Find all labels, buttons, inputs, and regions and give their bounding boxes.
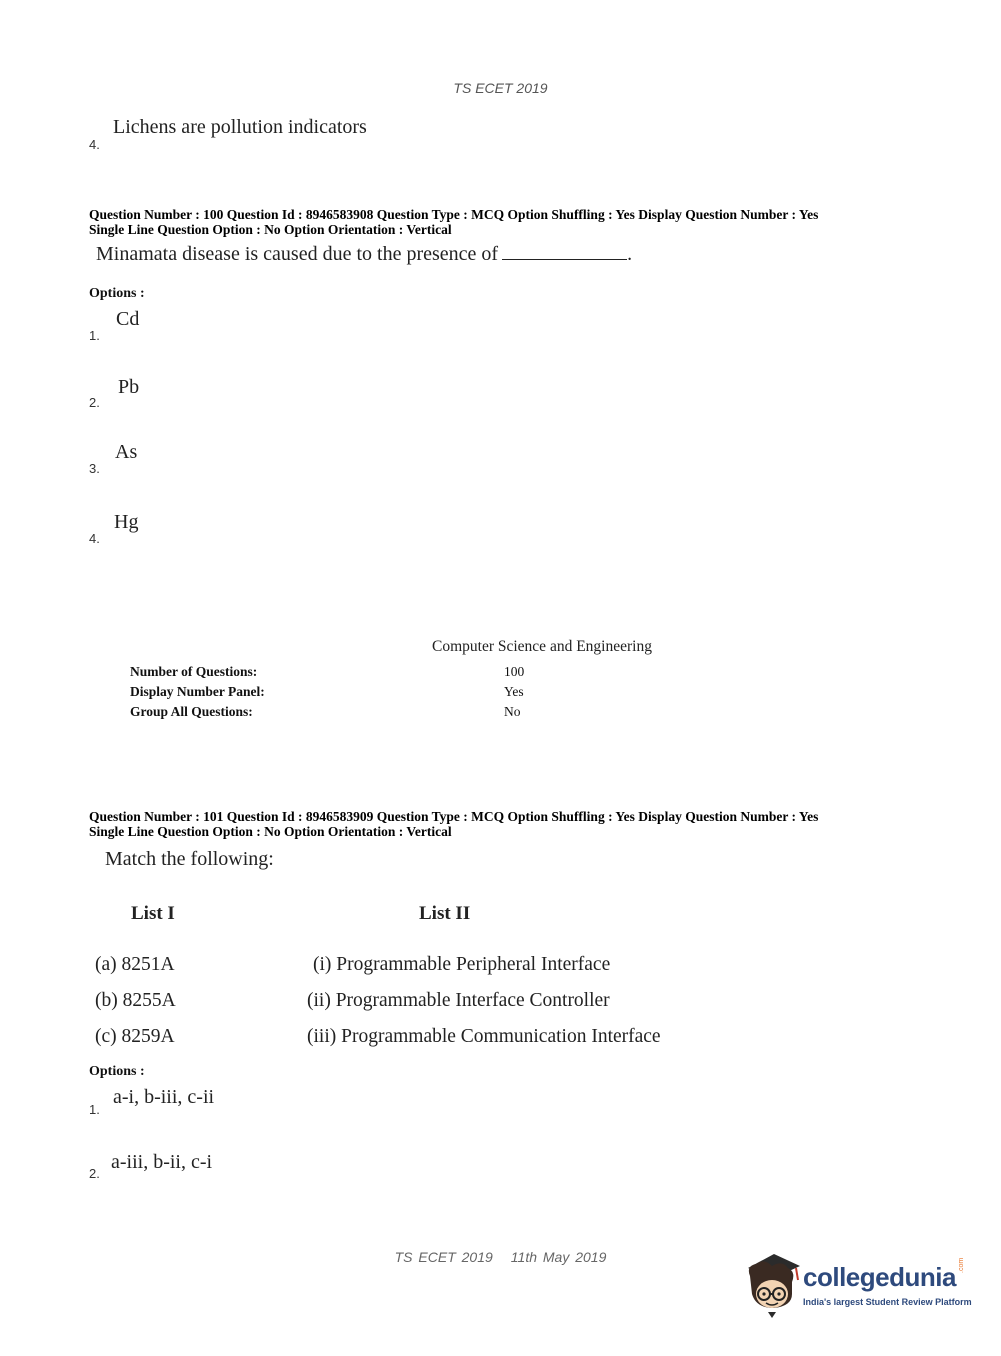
list-2-item-i: (i) Programmable Peripheral Interface — [313, 954, 611, 975]
list-2-item-ii: (ii) Programmable Interface Controller — [307, 990, 610, 1011]
q100-option-1-text: Cd — [116, 308, 140, 330]
section-label-number-of-questions: Number of Questions: — [130, 664, 258, 679]
collegedunia-mascot-icon — [742, 1250, 804, 1320]
q100-option-1-number: 1. — [89, 328, 100, 343]
q100-blank-line — [502, 245, 627, 260]
q100-question-stem: Minamata disease is caused due to the presence of — [96, 243, 499, 265]
section-value-group-all-questions: No — [504, 704, 521, 719]
page-header-title: TS ECET 2019 — [453, 80, 548, 96]
q101-option-2-text: a-iii, b-ii, c-i — [111, 1151, 213, 1173]
q101-question-text: Match the following: — [105, 848, 274, 870]
section-label-group-all-questions: Group All Questions: — [130, 704, 253, 719]
footer-date: 11th May 2019 — [510, 1249, 607, 1265]
q101-meta-line2: Single Line Question Option : No Option Orientation : Vertical — [89, 824, 452, 839]
list-2-header: List II — [419, 903, 471, 924]
q100-option-3-text: As — [115, 441, 138, 463]
cap-tassel — [796, 1268, 798, 1280]
q100-option-4-text: Hg — [114, 511, 139, 533]
q101-meta — [89, 809, 818, 839]
eye-left — [762, 1292, 765, 1295]
prev-option-text: Lichens are pollution indicators — [113, 116, 367, 138]
brand-name: collegedunia — [803, 1262, 956, 1292]
list-1-item-c: (c) 8259A — [95, 1026, 175, 1047]
q100-meta-line2: Single Line Question Option : No Option Orientation : Vertical — [89, 222, 452, 237]
q100-option-3-number: 3. — [89, 461, 100, 476]
mascot-collar — [768, 1312, 776, 1318]
brand-suffix: .com — [958, 1257, 965, 1273]
q100-meta-line1: Question Number : 100 Question Id : 8946583908 Question Type : MCQ Option Shuffling : Yes Display Question Number : Yes — [89, 207, 819, 222]
section-value-display-number-panel: Yes — [504, 684, 524, 699]
list-1-item-b: (b) 8255A — [95, 990, 176, 1011]
list-1-header: List I — [131, 903, 175, 924]
section-name: Computer Science and Engineering — [432, 638, 652, 655]
q100-question-text — [96, 243, 632, 266]
q100-option-4-number: 4. — [89, 531, 100, 546]
section-value-number-of-questions: 100 — [504, 664, 525, 679]
q100-options-label: Options : — [89, 286, 145, 301]
q100-option-2-number: 2. — [89, 395, 100, 410]
q101-options-label: Options : — [89, 1064, 145, 1079]
list-2-item-iii: (iii) Programmable Communication Interface — [307, 1026, 661, 1047]
section-label-display-number-panel: Display Number Panel: — [130, 684, 265, 699]
q101-meta-line1: Question Number : 101 Question Id : 8946583909 Question Type : MCQ Option Shuffling : Yes Display Question Number : Yes — [89, 809, 819, 824]
q101-option-2-number: 2. — [89, 1166, 100, 1181]
q101-option-1-text: a-i, b-iii, c-ii — [113, 1086, 215, 1108]
eye-right — [777, 1292, 780, 1295]
q101-option-1-number: 1. — [89, 1102, 100, 1117]
brand-tagline: India's largest Student Review Platform — [803, 1297, 972, 1307]
prev-option-number: 4. — [89, 137, 100, 152]
q100-option-2-text: Pb — [118, 376, 140, 398]
q100-meta — [89, 207, 818, 237]
footer-exam: TS ECET 2019 — [394, 1249, 493, 1265]
q100-question-end: . — [627, 243, 633, 265]
list-1-item-a: (a) 8251A — [95, 954, 175, 975]
